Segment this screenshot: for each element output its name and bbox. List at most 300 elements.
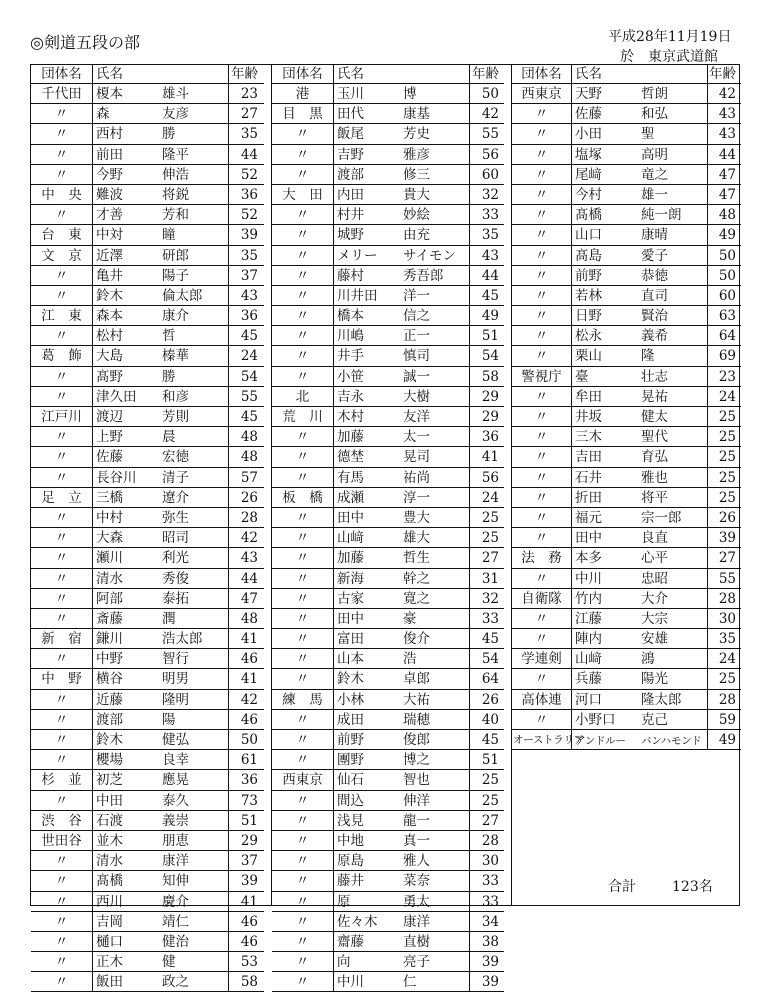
table-row	[512, 569, 741, 589]
team-cell: 世田谷	[31, 831, 93, 850]
age-cell: 63	[718, 308, 736, 325]
family-name: 上野	[96, 429, 123, 446]
family-name: 佐藤	[96, 449, 123, 466]
family-name: 樋口	[96, 933, 123, 950]
age-cell: 26	[481, 691, 499, 708]
family-name: 小林	[337, 691, 364, 708]
team-cell: 千代田	[31, 84, 93, 103]
name-cell	[572, 387, 708, 406]
given-name: 政之	[162, 974, 189, 991]
family-name: 小笹	[337, 368, 364, 385]
team-cell: 文 京	[31, 246, 93, 265]
team-cell: 〃	[512, 326, 572, 345]
given-name: 和弘	[641, 106, 668, 123]
given-name: 忠昭	[641, 570, 668, 587]
family-name: 吉田	[575, 449, 602, 466]
given-name: 明男	[162, 671, 189, 688]
team-cell: 〃	[512, 225, 572, 244]
name-cell	[572, 447, 708, 466]
given-name: 俊介	[403, 631, 430, 648]
family-name: 中田	[96, 792, 123, 809]
given-name: 菜奈	[403, 873, 430, 890]
given-name: 陽	[162, 711, 176, 728]
name-cell	[334, 104, 470, 123]
given-name: 宏徳	[162, 449, 189, 466]
team-cell: 〃	[272, 730, 334, 749]
team-cell: 〃	[272, 932, 334, 951]
name-cell	[93, 649, 229, 668]
team-cell: 〃	[31, 326, 93, 345]
given-name: 亮子	[403, 954, 430, 971]
team-cell: 〃	[272, 225, 334, 244]
age-cell: 35	[240, 126, 258, 143]
age-cell: 25	[718, 469, 736, 486]
given-name: 卓郎	[403, 671, 430, 688]
table-row	[512, 185, 741, 205]
team-cell: 〃	[272, 791, 334, 810]
team-cell: 〃	[272, 286, 334, 305]
name-cell	[572, 427, 708, 446]
table-row	[512, 589, 741, 609]
age-cell: 41	[240, 631, 258, 648]
given-name: 友彦	[162, 106, 189, 123]
given-name: 聖	[641, 126, 655, 143]
family-name: 玉川	[337, 86, 364, 102]
name-cell	[334, 387, 470, 406]
name-cell	[572, 649, 708, 668]
name-cell	[572, 629, 708, 648]
given-name: 潤	[162, 610, 176, 627]
age-cell: 51	[240, 812, 258, 829]
name-cell	[334, 710, 470, 729]
family-name: 近藤	[96, 691, 123, 708]
team-cell: 〃	[272, 831, 334, 850]
family-name: 髙橋	[96, 873, 123, 890]
team-cell: 〃	[272, 165, 334, 184]
name-cell	[334, 326, 470, 345]
age-cell: 34	[481, 913, 499, 930]
team-cell: 高体連	[512, 690, 572, 709]
team-cell: 〃	[272, 266, 334, 285]
family-name: 森	[96, 106, 110, 123]
name-cell	[334, 447, 470, 466]
family-name: 田中	[575, 530, 602, 547]
name-cell	[572, 508, 708, 527]
team-cell: 〃	[272, 750, 334, 769]
name-cell	[93, 185, 229, 204]
age-cell: 59	[718, 711, 736, 728]
table-row	[31, 84, 264, 104]
column-header-age: 年齢	[231, 66, 258, 82]
family-name: 成瀬	[337, 489, 364, 506]
family-name: 尾﨑	[575, 166, 602, 183]
given-name: 榛華	[162, 348, 189, 365]
table-row	[272, 730, 504, 750]
given-name: 朋恵	[162, 832, 189, 849]
age-cell: 33	[481, 207, 499, 224]
given-name: 康洋	[403, 913, 430, 930]
table-row	[272, 367, 504, 387]
name-cell	[572, 326, 708, 345]
family-name: 髙橋	[575, 207, 602, 224]
team-cell: 〃	[31, 548, 93, 567]
team-cell: 〃	[31, 508, 93, 527]
team-cell: 〃	[31, 427, 93, 446]
table-row	[31, 871, 264, 891]
name-cell	[334, 528, 470, 547]
family-name: 團野	[337, 752, 364, 769]
name-cell	[334, 589, 470, 608]
family-name: 山﨑	[575, 651, 602, 668]
team-cell: 足 立	[31, 488, 93, 507]
table-row	[512, 468, 741, 488]
given-name: 晨	[162, 429, 176, 446]
given-name: 寛之	[403, 590, 430, 607]
table-row	[272, 669, 504, 689]
age-cell: 28	[718, 691, 736, 708]
given-name: 良幸	[162, 752, 189, 769]
name-cell	[93, 871, 229, 890]
team-cell: 〃	[31, 690, 93, 709]
given-name: 應晃	[162, 772, 189, 789]
given-name: 由充	[403, 227, 430, 244]
name-cell	[93, 589, 229, 608]
table-row	[512, 447, 741, 467]
given-name: 哲生	[403, 550, 430, 567]
team-cell: 〃	[272, 972, 334, 991]
age-cell: 32	[481, 590, 499, 607]
family-name: 橋本	[337, 308, 364, 325]
table-row	[512, 326, 741, 346]
team-cell: 〃	[31, 871, 93, 890]
name-cell	[93, 770, 229, 789]
table-row	[272, 750, 504, 770]
table-row	[31, 569, 264, 589]
table-row	[31, 407, 264, 427]
name-cell	[93, 468, 229, 487]
given-name: 太一	[403, 429, 430, 446]
table-row	[272, 528, 504, 548]
table-row	[31, 932, 264, 952]
table-row	[512, 629, 741, 649]
table-row	[272, 609, 504, 629]
family-name: 川嶋	[337, 328, 364, 345]
age-cell: 43	[481, 247, 499, 264]
table-row	[272, 286, 504, 306]
team-cell: 練 馬	[272, 690, 334, 709]
family-name: 初芝	[96, 772, 123, 789]
table-row	[31, 145, 264, 165]
given-name: 大宗	[641, 610, 668, 627]
family-name: 中川	[575, 570, 602, 587]
family-name: 石井	[575, 469, 602, 486]
family-name: 加藤	[337, 550, 364, 567]
name-cell	[572, 407, 708, 426]
name-cell	[572, 306, 708, 325]
table-row	[31, 165, 264, 185]
name-cell	[334, 730, 470, 749]
family-name: 中川	[337, 974, 364, 991]
table-row	[272, 407, 504, 427]
age-cell: 47	[240, 590, 258, 607]
team-cell: 〃	[272, 145, 334, 164]
table-row	[272, 569, 504, 589]
given-name: 大樹	[403, 388, 430, 405]
age-cell: 28	[481, 832, 499, 849]
family-name: 古家	[337, 590, 364, 607]
table-row	[272, 346, 504, 366]
age-cell: 57	[240, 469, 258, 486]
name-cell	[334, 346, 470, 365]
age-cell: 25	[718, 489, 736, 506]
table-row	[31, 447, 264, 467]
team-cell: 〃	[272, 892, 334, 911]
name-cell	[93, 145, 229, 164]
family-name: 山﨑	[337, 530, 364, 547]
name-cell	[572, 488, 708, 507]
team-cell: 〃	[31, 912, 93, 931]
family-name: 向	[337, 954, 351, 971]
age-cell: 44	[240, 146, 258, 163]
age-cell: 50	[718, 247, 736, 264]
table-row	[272, 932, 504, 952]
name-cell	[93, 750, 229, 769]
age-cell: 37	[240, 853, 258, 870]
age-cell: 54	[481, 651, 499, 668]
family-name: 間込	[337, 792, 364, 809]
family-name: 清水	[96, 570, 123, 587]
table-row	[512, 387, 741, 407]
team-cell: 〃	[512, 205, 572, 224]
team-cell: 〃	[272, 367, 334, 386]
table-row	[31, 770, 264, 790]
age-cell: 28	[240, 509, 258, 526]
family-name: 藤村	[337, 267, 364, 284]
family-name: 三橋	[96, 489, 123, 506]
age-cell: 29	[240, 832, 258, 849]
table-row	[31, 972, 264, 992]
age-cell: 50	[240, 732, 258, 748]
table-row	[272, 629, 504, 649]
given-name: 清子	[162, 469, 189, 486]
name-cell	[572, 124, 708, 143]
family-name: 才善	[96, 207, 123, 224]
age-cell: 36	[481, 429, 499, 446]
team-cell: 学連剣	[512, 649, 572, 668]
table-row	[272, 770, 504, 790]
name-cell	[93, 205, 229, 224]
table-row	[272, 912, 504, 932]
table-row	[31, 690, 264, 710]
given-name: 誠一	[403, 368, 430, 385]
age-cell: 47	[718, 186, 736, 203]
age-cell: 39	[240, 227, 258, 244]
team-cell: 〃	[31, 750, 93, 769]
team-cell: 〃	[272, 246, 334, 265]
table-row	[512, 165, 741, 185]
age-cell: 33	[481, 893, 499, 910]
team-cell: 〃	[31, 649, 93, 668]
family-name: 櫻場	[96, 752, 123, 769]
given-name: 芳則	[162, 409, 189, 425]
name-cell	[334, 629, 470, 648]
age-cell: 48	[240, 610, 258, 627]
team-cell: 〃	[272, 649, 334, 668]
age-cell: 27	[240, 106, 258, 123]
column-header-row	[31, 65, 264, 84]
name-cell	[93, 407, 229, 426]
name-cell	[334, 407, 470, 426]
age-cell: 36	[240, 308, 258, 325]
given-name: 秀俊	[162, 570, 189, 587]
column-header-row	[512, 65, 741, 84]
family-name: 近澤	[96, 247, 123, 264]
table-row	[272, 165, 504, 185]
table-row	[512, 346, 741, 366]
given-name: 恭徳	[641, 267, 668, 284]
team-cell: 〃	[512, 185, 572, 204]
name-cell	[572, 609, 708, 628]
name-cell	[93, 387, 229, 406]
age-cell: 64	[718, 328, 736, 345]
given-name: 雅彦	[403, 146, 430, 163]
family-name: 今野	[96, 166, 123, 183]
team-cell: 〃	[31, 851, 93, 870]
name-cell	[334, 569, 470, 588]
given-name: 貴大	[403, 186, 430, 203]
name-cell	[572, 165, 708, 184]
family-name: 折田	[575, 489, 602, 506]
table-row	[31, 730, 264, 750]
team-cell: オーストラリア	[512, 730, 572, 749]
table-row	[272, 851, 504, 871]
team-cell: 港	[272, 84, 334, 103]
team-cell: 〃	[512, 104, 572, 123]
name-cell	[93, 811, 229, 830]
family-name: アンドルー	[575, 735, 626, 747]
given-name: 仁	[403, 974, 417, 991]
name-cell	[572, 548, 708, 567]
team-cell: 板 橋	[272, 488, 334, 507]
family-name: 西村	[96, 126, 123, 143]
given-name: 心平	[641, 550, 668, 567]
team-cell: 〃	[31, 569, 93, 588]
family-name: 天野	[575, 86, 602, 102]
table-row	[512, 669, 741, 689]
given-name: 隆平	[162, 146, 189, 163]
table-row	[31, 104, 264, 124]
age-cell: 61	[240, 752, 258, 769]
name-cell	[334, 427, 470, 446]
given-name: 智也	[403, 772, 430, 789]
name-cell	[572, 104, 708, 123]
table-row	[512, 84, 741, 104]
age-cell: 45	[481, 287, 499, 304]
family-name: 河口	[575, 691, 602, 708]
family-name: 渡辺	[96, 409, 123, 425]
family-name: 瀬川	[96, 550, 123, 567]
name-cell	[93, 286, 229, 305]
age-cell: 25	[718, 409, 736, 425]
name-cell	[93, 225, 229, 244]
family-name: 山口	[575, 227, 602, 244]
age-cell: 26	[718, 509, 736, 526]
given-name: 雅也	[641, 469, 668, 486]
table-row	[512, 609, 741, 629]
team-cell: 〃	[512, 165, 572, 184]
team-cell: 〃	[31, 892, 93, 911]
table-row	[31, 185, 264, 205]
given-name: 隆明	[162, 691, 189, 708]
name-cell	[334, 286, 470, 305]
name-cell	[93, 831, 229, 850]
age-cell: 33	[481, 873, 499, 890]
name-cell	[93, 690, 229, 709]
age-cell: 45	[481, 732, 499, 748]
table-row	[272, 447, 504, 467]
age-cell: 24	[240, 348, 258, 365]
family-name: 臺	[575, 368, 589, 385]
name-cell	[93, 932, 229, 951]
name-cell	[334, 831, 470, 850]
given-name: 隆太郎	[641, 691, 682, 708]
name-cell	[572, 690, 708, 709]
given-name: 竜之	[641, 166, 668, 183]
team-cell: 〃	[31, 528, 93, 547]
family-name: 髙島	[575, 247, 602, 264]
table-row	[272, 306, 504, 326]
family-name: 日野	[575, 308, 602, 325]
age-cell: 52	[240, 166, 258, 183]
age-cell: 25	[481, 530, 499, 547]
team-cell: 〃	[272, 205, 334, 224]
age-cell: 53	[240, 954, 258, 971]
family-name: 今村	[575, 186, 602, 203]
event-venue: 於 東京武道館	[620, 49, 718, 65]
age-cell: 43	[240, 287, 258, 304]
age-cell: 27	[481, 812, 499, 829]
age-cell: 41	[481, 449, 499, 466]
given-name: 哲朗	[641, 86, 668, 102]
family-name: 原島	[337, 853, 364, 870]
family-name: 仙石	[337, 772, 364, 789]
given-name: 壮志	[641, 368, 668, 385]
team-cell: 〃	[31, 104, 93, 123]
given-name: 淳一	[403, 489, 430, 506]
age-cell: 55	[718, 570, 736, 587]
name-cell	[93, 488, 229, 507]
table-row	[272, 972, 504, 992]
table-row	[272, 811, 504, 831]
table-row	[31, 952, 264, 972]
family-name: 渡部	[337, 166, 364, 183]
team-cell: 〃	[272, 811, 334, 830]
name-cell	[334, 669, 470, 688]
name-cell	[334, 609, 470, 628]
age-cell: 35	[718, 631, 736, 648]
table-row	[272, 710, 504, 730]
given-name: 利光	[162, 550, 189, 567]
table-row	[512, 710, 741, 730]
given-name: 晃祐	[641, 388, 668, 405]
table-row	[512, 690, 741, 710]
age-cell: 44	[718, 146, 736, 163]
table-row	[31, 791, 264, 811]
name-cell	[334, 932, 470, 951]
team-cell: 荒 川	[272, 407, 334, 426]
team-cell: 〃	[272, 912, 334, 931]
block-gap	[504, 65, 511, 905]
